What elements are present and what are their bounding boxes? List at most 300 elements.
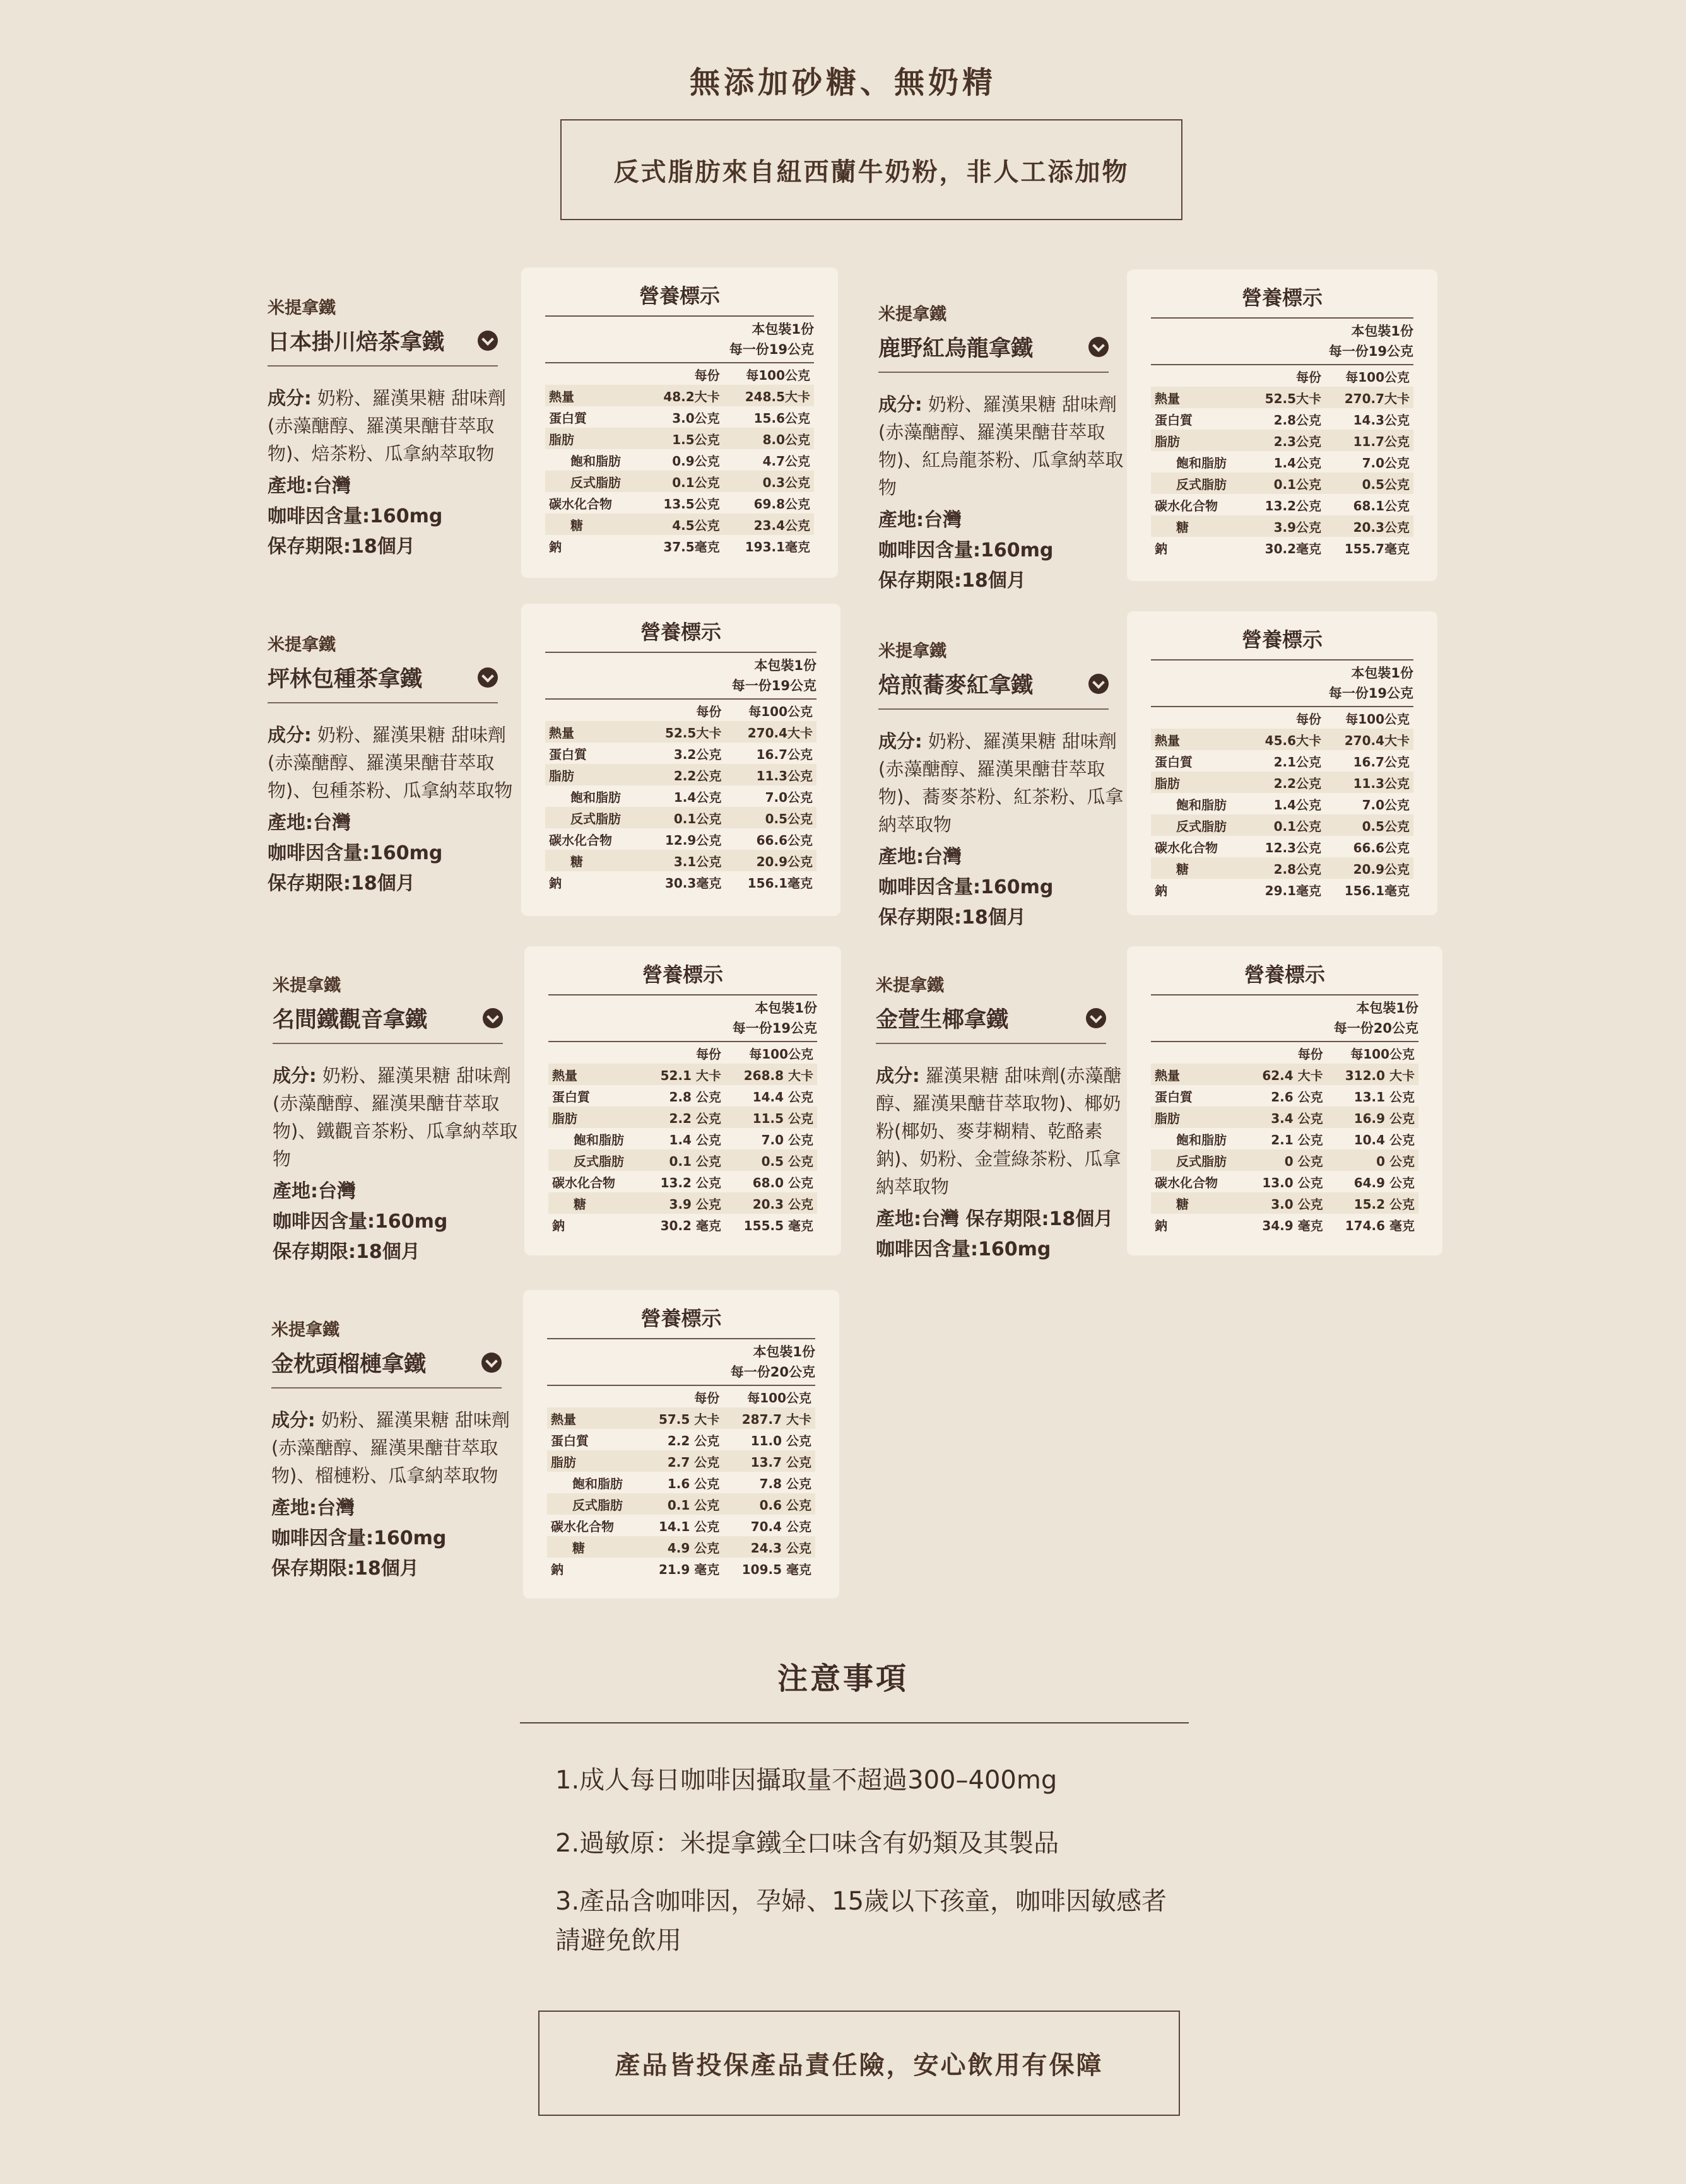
table-header [545, 363, 814, 385]
per-serving-value: 2.7 公克 [642, 1450, 723, 1472]
product-name-text: 鹿野紅烏龍拿鐵 [878, 336, 1034, 361]
nutrition-title: 營養標示 [547, 1303, 815, 1339]
shelf-life [878, 903, 1131, 933]
nutrient-label: 蛋白質 [549, 410, 587, 426]
nutrition-card [521, 604, 840, 916]
shelf-value: 18個月 [962, 907, 1026, 929]
per-serving-value: 2.2 公克 [644, 1107, 725, 1128]
product-meta [271, 1493, 524, 1584]
caffeine-value: 160mg [375, 1211, 448, 1233]
ingredients [271, 1406, 524, 1489]
product-name-text: 金枕頭榴槤拿鐵 [271, 1352, 427, 1377]
serving-size: 每一份20公克 [730, 1365, 815, 1380]
origin-label: 產地: [268, 475, 313, 497]
nutrient-label: 熱量 [548, 1064, 644, 1085]
origin-label: 產地: [268, 812, 313, 834]
nutrition-title: 營養標示 [545, 616, 816, 653]
per-100g-value: 0.6 公克 [723, 1493, 815, 1515]
ingredients-text: 奶粉、羅漢果糖 甜味劑(赤藻醣醇、羅漢果醣苷萃取物)、榴槤粉、瓜拿納萃取物 [271, 1409, 510, 1486]
table-row [1151, 729, 1413, 750]
product-name[interactable] [273, 1002, 503, 1044]
per-100g-value: 268.8 大卡 [725, 1064, 817, 1085]
product-info [876, 972, 1128, 1265]
table-row [545, 385, 814, 406]
table-row [547, 1450, 815, 1472]
table-row [545, 514, 814, 535]
origin [268, 808, 520, 838]
table-row [545, 492, 814, 514]
shelf-life [271, 1554, 524, 1584]
header-per-100g: 每100公克 [748, 703, 813, 719]
origin-shelf-value: 台灣 保存期限:18個月 [921, 1208, 1114, 1230]
header-per-serving: 每份 [694, 1390, 720, 1406]
per-serving-value: 52.5大卡 [1247, 387, 1325, 408]
per-100g-value: 4.7公克 [762, 453, 810, 469]
per-serving-value: 2.2 公克 [667, 1433, 720, 1448]
table-row [545, 721, 816, 743]
shelf-label: 保存期限: [273, 1241, 356, 1263]
product-info [268, 631, 520, 899]
product-name[interactable] [878, 668, 1109, 710]
per-serving-value: 13.2 公克 [660, 1175, 721, 1190]
ingredients-label: 成分: [273, 1065, 317, 1086]
header-blank [547, 1386, 642, 1407]
per-100g-value: 156.1毫克 [747, 875, 813, 891]
header-per-100g: 每100公克 [1350, 1046, 1415, 1062]
per-serving-value: 0.1公克 [645, 807, 725, 828]
nutrient-label: 脂肪 [1151, 1107, 1246, 1128]
per-serving-value: 0.1公克 [1247, 473, 1325, 494]
per-serving-value: 30.2 毫克 [660, 1218, 721, 1233]
ingredients-text: 奶粉、羅漢果糖 甜味劑(赤藻醣醇、羅漢果醣苷萃取物)、鐵觀音茶粉、瓜拿納萃取物 [273, 1065, 518, 1170]
per-100g-value: 69.8公克 [753, 496, 810, 512]
ingredients-text: 奶粉、羅漢果糖 甜味劑(赤藻醣醇、羅漢果醣苷萃取物)、蕎麥茶粉、紅茶粉、瓜拿納萃取物 [878, 731, 1124, 835]
origin-value: 台灣 [313, 475, 351, 497]
caffeine-label: 咖啡因含量: [268, 505, 370, 527]
header-blank [1151, 707, 1247, 729]
shelf-value: 18個月 [356, 1241, 420, 1263]
per-100g-value: 11.3公克 [725, 764, 816, 785]
origin [878, 842, 1131, 872]
header-per-100g: 每100公克 [1345, 711, 1410, 727]
nutrition-table [1151, 707, 1413, 900]
origin [273, 1177, 525, 1207]
table-row [547, 1558, 815, 1579]
serving-size: 每一份19公克 [729, 342, 814, 357]
serving-per-pack: 本包裝1份 [754, 658, 816, 673]
per-100g-value: 13.7 公克 [723, 1450, 815, 1472]
per-100g-value: 68.0 公克 [752, 1175, 813, 1190]
per-serving-value: 48.2大卡 [644, 385, 724, 406]
origin [268, 471, 520, 502]
origin-label: 產地: [878, 509, 924, 531]
nutrient-label: 脂肪 [547, 1450, 642, 1472]
per-serving-value: 2.2公克 [1247, 772, 1325, 793]
nutrient-label: 反式脂肪 [1151, 473, 1247, 494]
nutrient-label: 碳水化合物 [1155, 1175, 1218, 1190]
table-row [545, 471, 814, 492]
per-100g-value: 7.0公克 [765, 789, 813, 805]
per-serving-value: 2.1公克 [1273, 754, 1322, 770]
serving-info [548, 998, 817, 1042]
chevron-down-icon[interactable] [478, 667, 498, 688]
header-per-100g: 每100公克 [746, 367, 810, 383]
per-serving-value: 12.9公克 [664, 832, 722, 848]
nutrient-label: 糖 [1151, 857, 1247, 879]
nutrient-label: 鈉 [549, 539, 562, 555]
per-100g-value: 270.4大卡 [725, 721, 816, 743]
per-serving-value: 2.1 公克 [1271, 1132, 1323, 1148]
per-serving-value: 30.3毫克 [664, 875, 722, 891]
per-serving-value: 1.6 公克 [667, 1476, 720, 1491]
ingredients-label: 成分: [878, 731, 923, 752]
header-blank [545, 700, 645, 721]
per-serving-value: 3.1公克 [645, 850, 725, 871]
caffeine-value: 160mg [981, 539, 1054, 561]
nutrient-label: 熱量 [1151, 1064, 1246, 1085]
ingredients-label: 成分: [876, 1065, 920, 1086]
nutrition-title: 營養標示 [1151, 959, 1418, 995]
note-item: 2.過敏原：米提拿鐵全口味含有奶類及其製品 [555, 1829, 1059, 1858]
per-100g-value: 11.0 公克 [750, 1433, 811, 1448]
table-row [547, 1429, 815, 1450]
shelf-life [268, 532, 520, 562]
per-100g-value: 66.6公克 [756, 832, 813, 848]
serving-per-pack: 本包裝1份 [1351, 666, 1413, 681]
origin-label: 產地: [878, 846, 924, 868]
nutrient-label: 熱量 [1151, 387, 1247, 408]
per-serving-value: 52.1 大卡 [644, 1064, 725, 1085]
per-serving-value: 13.5公克 [663, 496, 720, 512]
table-row [1151, 1064, 1418, 1085]
table-row [548, 1171, 817, 1192]
caffeine-label: 咖啡因含量: [876, 1238, 978, 1260]
nutrient-label: 飽和脂肪 [1176, 455, 1227, 471]
chevron-down-icon[interactable] [481, 1353, 502, 1373]
table-row [1151, 408, 1413, 430]
nutrient-label: 鈉 [1155, 541, 1167, 556]
per-100g-value: 155.7毫克 [1344, 541, 1410, 556]
per-serving-value: 3.0公克 [672, 410, 720, 426]
nutrient-label: 鈉 [552, 1218, 565, 1233]
nutrition-table [548, 1042, 817, 1235]
product-info [878, 300, 1131, 596]
chevron-down-icon[interactable] [483, 1008, 503, 1028]
per-serving-value: 57.5 大卡 [642, 1407, 723, 1429]
product-info [268, 294, 520, 562]
per-100g-value: 7.0公克 [1362, 455, 1410, 471]
serving-size: 每一份20公克 [1333, 1021, 1418, 1036]
table-row [1151, 1171, 1418, 1192]
per-100g-value: 16.9 公克 [1327, 1107, 1418, 1128]
brand-label: 米提拿鐵 [273, 976, 341, 995]
nutrient-label: 反式脂肪 [1151, 814, 1247, 836]
caffeine-value: 160mg [978, 1238, 1051, 1260]
origin-value: 台灣 [924, 509, 962, 531]
per-serving-value: 52.5大卡 [645, 721, 725, 743]
table-row [1151, 1214, 1418, 1235]
nutrient-label: 蛋白質 [552, 1089, 590, 1105]
caffeine-value: 160mg [370, 505, 443, 527]
table-row [545, 785, 816, 807]
nutrient-label: 蛋白質 [1155, 1089, 1193, 1105]
serving-size: 每一份19公克 [732, 1021, 817, 1036]
per-serving-value: 1.4公克 [1273, 797, 1322, 813]
per-100g-value: 15.6公克 [753, 410, 810, 426]
per-serving-value: 3.4 公克 [1246, 1107, 1327, 1128]
chevron-down-icon[interactable] [1088, 674, 1109, 694]
product-name-text: 名間鐵觀音拿鐵 [273, 1007, 428, 1033]
brand-label: 米提拿鐵 [271, 1320, 339, 1340]
table-row [1151, 1107, 1418, 1128]
ingredients [268, 384, 520, 467]
per-serving-value: 45.6大卡 [1247, 729, 1325, 750]
nutrient-label: 反式脂肪 [1151, 1149, 1246, 1171]
nutrition-table [547, 1386, 815, 1579]
nutrient-label: 熱量 [1151, 729, 1247, 750]
product-meta [268, 808, 520, 899]
per-100g-value: 20.3 公克 [725, 1192, 817, 1214]
per-100g-value: 14.3公克 [1353, 412, 1410, 428]
brand-label: 米提拿鐵 [878, 642, 946, 661]
per-100g-value: 270.4大卡 [1325, 729, 1413, 750]
serving-info [1151, 321, 1413, 365]
serving-info [1151, 663, 1413, 707]
nutrient-label: 脂肪 [545, 764, 645, 785]
caffeine-label: 咖啡因含量: [268, 842, 370, 864]
serving-info [1151, 998, 1418, 1042]
product-name-text: 坪林包種茶拿鐵 [268, 667, 423, 692]
per-serving-value: 14.1 公克 [658, 1518, 720, 1534]
ingredients [878, 727, 1131, 838]
shelf-label: 保存期限: [878, 907, 962, 929]
serving-info [545, 655, 816, 700]
header-per-100g: 每100公克 [749, 1046, 813, 1062]
ingredients-text: 奶粉、羅漢果糖 甜味劑(赤藻醣醇、羅漢果醣苷萃取物)、包種茶粉、瓜拿納萃取物 [268, 724, 513, 801]
table-row [548, 1149, 817, 1171]
nutrition-table [1151, 365, 1413, 558]
per-100g-value: 20.9公克 [1325, 857, 1413, 879]
caffeine-label: 咖啡因含量: [878, 539, 981, 561]
product-name[interactable] [878, 331, 1109, 373]
per-100g-value: 312.0 大卡 [1327, 1064, 1418, 1085]
per-serving-value: 0.9公克 [672, 453, 720, 469]
nutrient-label: 糖 [547, 1536, 642, 1558]
shelf-life [273, 1237, 525, 1267]
header-per-serving: 每份 [1296, 369, 1322, 385]
nutrient-label: 碳水化合物 [1155, 840, 1218, 855]
nutrient-label: 反式脂肪 [545, 807, 645, 828]
chevron-down-icon[interactable] [478, 331, 498, 351]
per-100g-value: 193.1毫克 [745, 539, 810, 555]
caffeine [271, 1524, 524, 1554]
per-100g-value: 16.7公克 [1353, 754, 1410, 770]
table-row [1151, 750, 1413, 772]
table-header [1151, 1042, 1418, 1064]
nutrient-label: 蛋白質 [1155, 754, 1193, 770]
per-100g-value: 10.4 公克 [1353, 1132, 1415, 1148]
table-row [1151, 857, 1413, 879]
per-100g-value: 20.9公克 [725, 850, 816, 871]
per-100g-value: 70.4 公克 [750, 1518, 811, 1534]
note-item: 3.產品含咖啡因，孕婦、15歲以下孩童，咖啡因敏感者請避免飲用 [555, 1887, 1167, 1955]
per-100g-value: 23.4公克 [724, 514, 814, 535]
product-name-text: 日本掛川焙茶拿鐵 [268, 330, 445, 355]
per-serving-value: 0.1公克 [1247, 814, 1325, 836]
nutrient-label: 碳水化合物 [549, 832, 612, 848]
origin-value: 台灣 [924, 846, 962, 868]
origin-label: 產地: [271, 1497, 317, 1519]
table-row [548, 1192, 817, 1214]
ingredients-label: 成分: [878, 394, 923, 415]
nutrient-label: 脂肪 [548, 1107, 644, 1128]
per-serving-value: 34.9 毫克 [1262, 1218, 1323, 1233]
serving-size: 每一份19公克 [1328, 344, 1413, 359]
nutrient-label: 飽和脂肪 [572, 1476, 623, 1491]
product-meta [273, 1177, 525, 1267]
table-row [1151, 772, 1413, 793]
nutrient-label: 碳水化合物 [552, 1175, 615, 1190]
table-row [548, 1128, 817, 1149]
nutrient-label: 飽和脂肪 [1176, 797, 1227, 813]
table-row [545, 428, 814, 449]
per-serving-value: 0 公克 [1246, 1149, 1327, 1171]
per-serving-value: 37.5毫克 [663, 539, 720, 555]
per-serving-value: 29.1毫克 [1264, 883, 1322, 898]
table-row [547, 1493, 815, 1515]
per-serving-value: 3.9 公克 [644, 1192, 725, 1214]
shelf-value: 18個月 [351, 536, 415, 558]
nutrition-card [1127, 269, 1437, 581]
table-row [545, 406, 814, 428]
shelf-life [268, 869, 520, 899]
table-row [545, 871, 816, 893]
nutrient-label: 飽和脂肪 [570, 789, 621, 805]
table-row [1151, 537, 1413, 558]
nutrition-title: 營養標示 [548, 959, 817, 995]
header-per-serving: 每份 [695, 1046, 721, 1062]
nutrient-label: 糖 [545, 850, 645, 871]
table-header [547, 1386, 815, 1407]
nutrient-label: 飽和脂肪 [574, 1132, 624, 1148]
nutrition-card [1127, 611, 1437, 915]
per-100g-value: 7.0公克 [1362, 797, 1410, 813]
per-serving-value: 0.1公克 [644, 471, 724, 492]
per-serving-value: 2.8公克 [1247, 857, 1325, 879]
table-row [545, 535, 814, 556]
table-row [548, 1085, 817, 1107]
shelf-label: 保存期限: [878, 570, 962, 592]
nutrient-label: 糖 [545, 514, 644, 535]
table-header [545, 700, 816, 721]
nutrient-label: 飽和脂肪 [1176, 1132, 1227, 1148]
table-row [1151, 387, 1413, 408]
origin-value: 台灣 [317, 1497, 355, 1519]
ingredients [273, 1062, 525, 1173]
serving-per-pack: 本包裝1份 [1356, 1001, 1418, 1016]
divider [520, 1722, 1189, 1723]
ingredients-text: 奶粉、羅漢果糖 甜味劑(赤藻醣醇、羅漢果醣苷萃取物)、紅烏龍茶粉、瓜拿納萃取物 [878, 394, 1124, 498]
header-per-100g: 每100公克 [747, 1390, 811, 1406]
table-row [545, 807, 816, 828]
table-row [1151, 451, 1413, 473]
table-row [545, 850, 816, 871]
nutrient-label: 碳水化合物 [551, 1518, 614, 1534]
table-row [1151, 430, 1413, 451]
table-row [547, 1536, 815, 1558]
serving-info [547, 1342, 815, 1386]
product-name[interactable] [876, 1002, 1106, 1044]
per-serving-value: 13.2公克 [1264, 498, 1322, 514]
nutrient-label: 蛋白質 [551, 1433, 589, 1448]
nutrition-card [524, 946, 841, 1255]
nutrient-label: 飽和脂肪 [570, 453, 621, 469]
insurance-notice: 產品皆投保產品責任險，安心飲用有保障 [538, 2011, 1180, 2116]
chevron-down-icon[interactable] [1088, 337, 1109, 357]
shelf-label: 保存期限: [271, 1558, 355, 1580]
origin-value: 台灣 [318, 1180, 356, 1202]
header-blank [1151, 1042, 1246, 1064]
header-blank [1151, 365, 1247, 387]
nutrient-label: 糖 [1151, 515, 1247, 537]
origin [271, 1493, 524, 1524]
caffeine [268, 502, 520, 532]
table-row [545, 828, 816, 850]
nutrient-label: 碳水化合物 [549, 496, 612, 512]
nutrient-label: 糖 [1151, 1192, 1246, 1214]
trans-fat-notice: 反式脂肪來自紐西蘭牛奶粉，非人工添加物 [560, 119, 1182, 220]
table-row [1151, 494, 1413, 515]
serving-per-pack: 本包裝1份 [1351, 324, 1413, 339]
nutrient-label: 蛋白質 [1155, 412, 1193, 428]
notes-title: 注意事項 [777, 1661, 909, 1696]
product-info [271, 1316, 524, 1584]
product-meta [876, 1204, 1128, 1265]
per-100g-value: 155.5 毫克 [743, 1218, 813, 1233]
per-100g-value: 15.2 公克 [1327, 1192, 1418, 1214]
nutrient-label: 鈉 [1155, 1218, 1167, 1233]
caffeine [878, 872, 1131, 903]
per-100g-value: 248.5大卡 [724, 385, 814, 406]
nutrition-title: 營養標示 [1151, 282, 1413, 319]
per-serving-value: 13.0 公克 [1262, 1175, 1323, 1190]
nutrient-label: 脂肪 [1151, 772, 1247, 793]
serving-per-pack: 本包裝1份 [755, 1001, 817, 1016]
product-meta [878, 505, 1131, 596]
per-100g-value: 109.5 毫克 [741, 1561, 811, 1577]
ingredients [876, 1062, 1128, 1201]
per-100g-value: 287.7 大卡 [723, 1407, 815, 1429]
product-name[interactable] [271, 1347, 502, 1388]
per-serving-value: 1.4 公克 [669, 1132, 721, 1148]
header-blank [545, 363, 644, 385]
chevron-down-icon[interactable] [1086, 1008, 1106, 1028]
product-name[interactable] [268, 325, 498, 367]
table-row [1151, 473, 1413, 494]
product-name[interactable] [268, 662, 498, 703]
per-serving-value: 1.5公克 [644, 428, 724, 449]
nutrition-card [1127, 946, 1442, 1255]
nutrition-title: 營養標示 [545, 280, 814, 317]
per-serving-value: 2.3公克 [1247, 430, 1325, 451]
nutrient-label: 熱量 [545, 385, 644, 406]
per-serving-value: 2.8公克 [1273, 412, 1322, 428]
nutrition-table [545, 700, 816, 893]
per-100g-value: 24.3 公克 [723, 1536, 815, 1558]
per-100g-value: 14.4 公克 [752, 1089, 813, 1105]
product-info [273, 972, 525, 1267]
caffeine [273, 1207, 525, 1237]
